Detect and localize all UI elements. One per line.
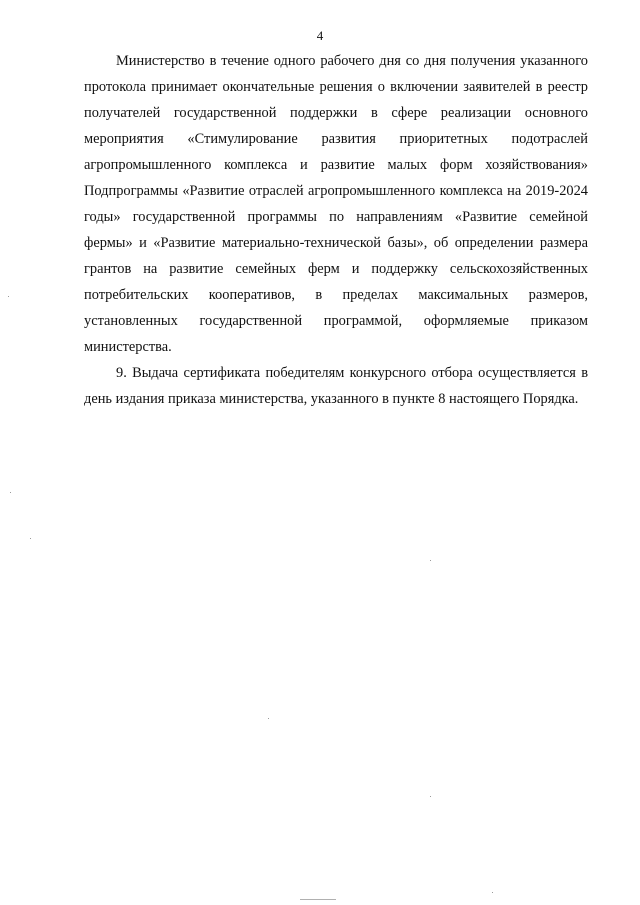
scan-artifact (430, 796, 431, 797)
scan-artifact (8, 296, 9, 297)
paragraph-certificate-issuance: 9. Выдача сертификата победителям конкурсного отбора осуществляется в день издания приказа министерства, указанного в пункте 8 настоящего Порядка. (84, 365, 588, 407)
scan-artifact (300, 899, 336, 900)
paragraph-ministry-decision: Министерство в течение одного рабочего дня со дня получения указанного протокола принимает окончательные решения о включении заявителей в реестр получателей государственной поддержки в сфере реализации основного мероприятия «Стимулирование развития приоритетных подотраслей агропромышленного комплекса и развитие малых форм хозяйствования» Подпрограммы «Развитие отраслей агропромышленного комплекса на 2019-2024 годы» государственной программы по направлениям «Развитие семейной фермы» и «Развитие материально-технической базы», об определении размера грантов на развитие семейных ферм и поддержку сельскохозяйственных потребительских кооперативов, в пределах максимальных размеров, установленных государственной программой, оформляемые приказом министерства. (84, 53, 588, 355)
scan-artifact (30, 538, 31, 539)
page-number: 4 (316, 28, 324, 43)
scan-artifact (430, 560, 431, 561)
document-body (84, 48, 588, 412)
scan-artifact (492, 892, 493, 893)
scan-artifact (10, 492, 11, 493)
scan-artifact (268, 718, 269, 719)
